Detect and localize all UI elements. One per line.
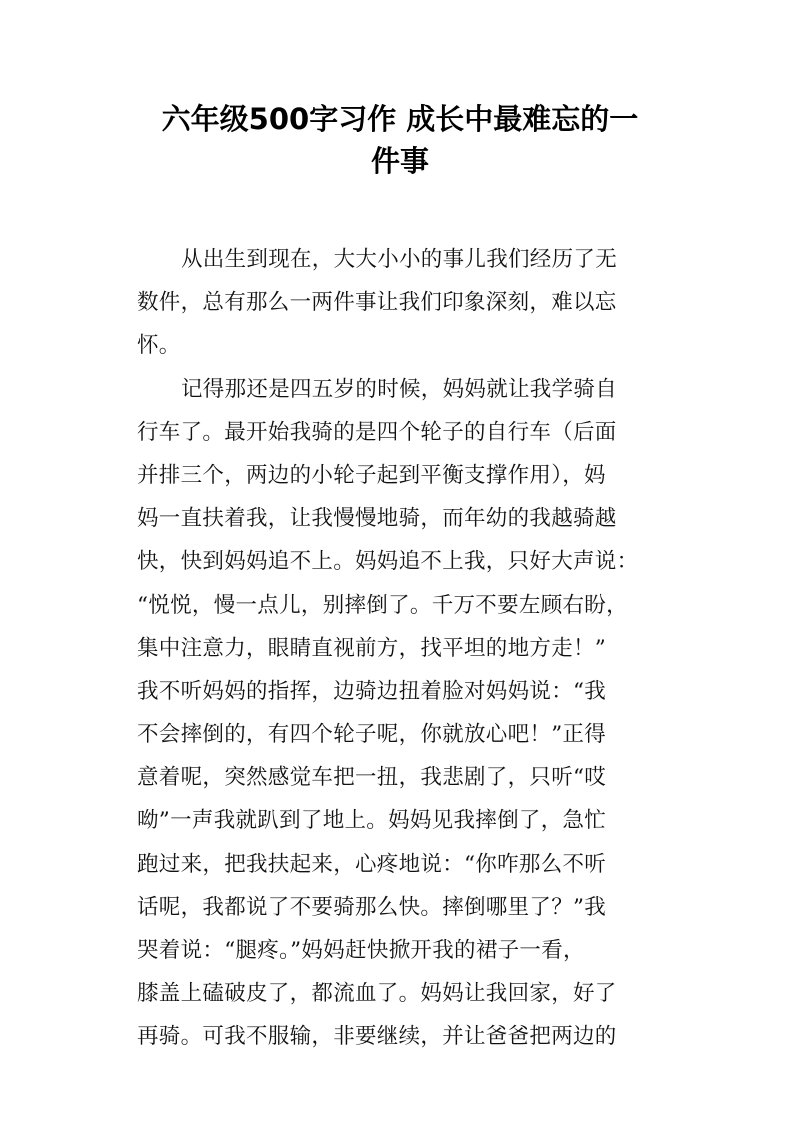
document-title <box>120 98 680 182</box>
text-line: 不会摔倒的，有四个轮子呢，你就放心吧！”正得 <box>137 722 607 748</box>
title-line-1: 六年级500字习作 成长中最难忘的一 <box>161 102 639 136</box>
text-line: 意着呢，突然感觉车把一扭，我悲剧了，只听“哎 <box>137 765 607 791</box>
text-line: 行车了。最开始我骑的是四个轮子的自行车（后面 <box>137 419 617 445</box>
document-body <box>137 238 665 1059</box>
text-line: 集中注意力，眼睛直视前方，找平坦的地方走！” <box>137 635 607 661</box>
text-line: 数件，总有那么一两件事让我们印象深刻，难以忘 <box>137 290 617 316</box>
text-line: 从出生到现在，大大小小的事儿我们经历了无 <box>181 247 618 272</box>
text-line: 并排三个，两边的小轮子起到平衡支撑作用），妈 <box>137 462 606 488</box>
text-line: 记得那还是四五岁的时候，妈妈就让我学骑自 <box>181 376 618 402</box>
text-line: 怀。 <box>137 333 181 359</box>
text-line: 哭着说：“腿疼。”妈妈赶快掀开我的裙子一看， <box>137 938 585 963</box>
text-line: 妈一直扶着我，让我慢慢地骑，而年幼的我越骑越 <box>137 506 617 532</box>
text-line: 跑过来，把我扶起来，心疼地说：“你咋那么不听 <box>137 851 607 877</box>
text-line: 呦”一声我就趴到了地上。妈妈见我摔倒了，急忙 <box>137 808 607 834</box>
text-line: 话呢，我都说了不要骑那么快。摔倒哪里了？”我 <box>137 894 607 920</box>
text-line: 膝盖上磕破皮了，都流血了。妈妈让我回家，好了 <box>137 981 617 1007</box>
text-line: 快，快到妈妈追不上。妈妈追不上我，只好大声说： <box>137 549 639 575</box>
title-line-2: 件事 <box>370 144 429 178</box>
text-line: “悦悦，慢一点儿，别摔倒了。千万不要左顾右盼， <box>137 592 628 618</box>
text-line: 我不听妈妈的指挥，边骑边扭着脸对妈妈说：“我 <box>137 678 607 704</box>
text-line: 再骑。可我不服输，非要继续，并让爸爸把两边的 <box>137 1024 617 1050</box>
